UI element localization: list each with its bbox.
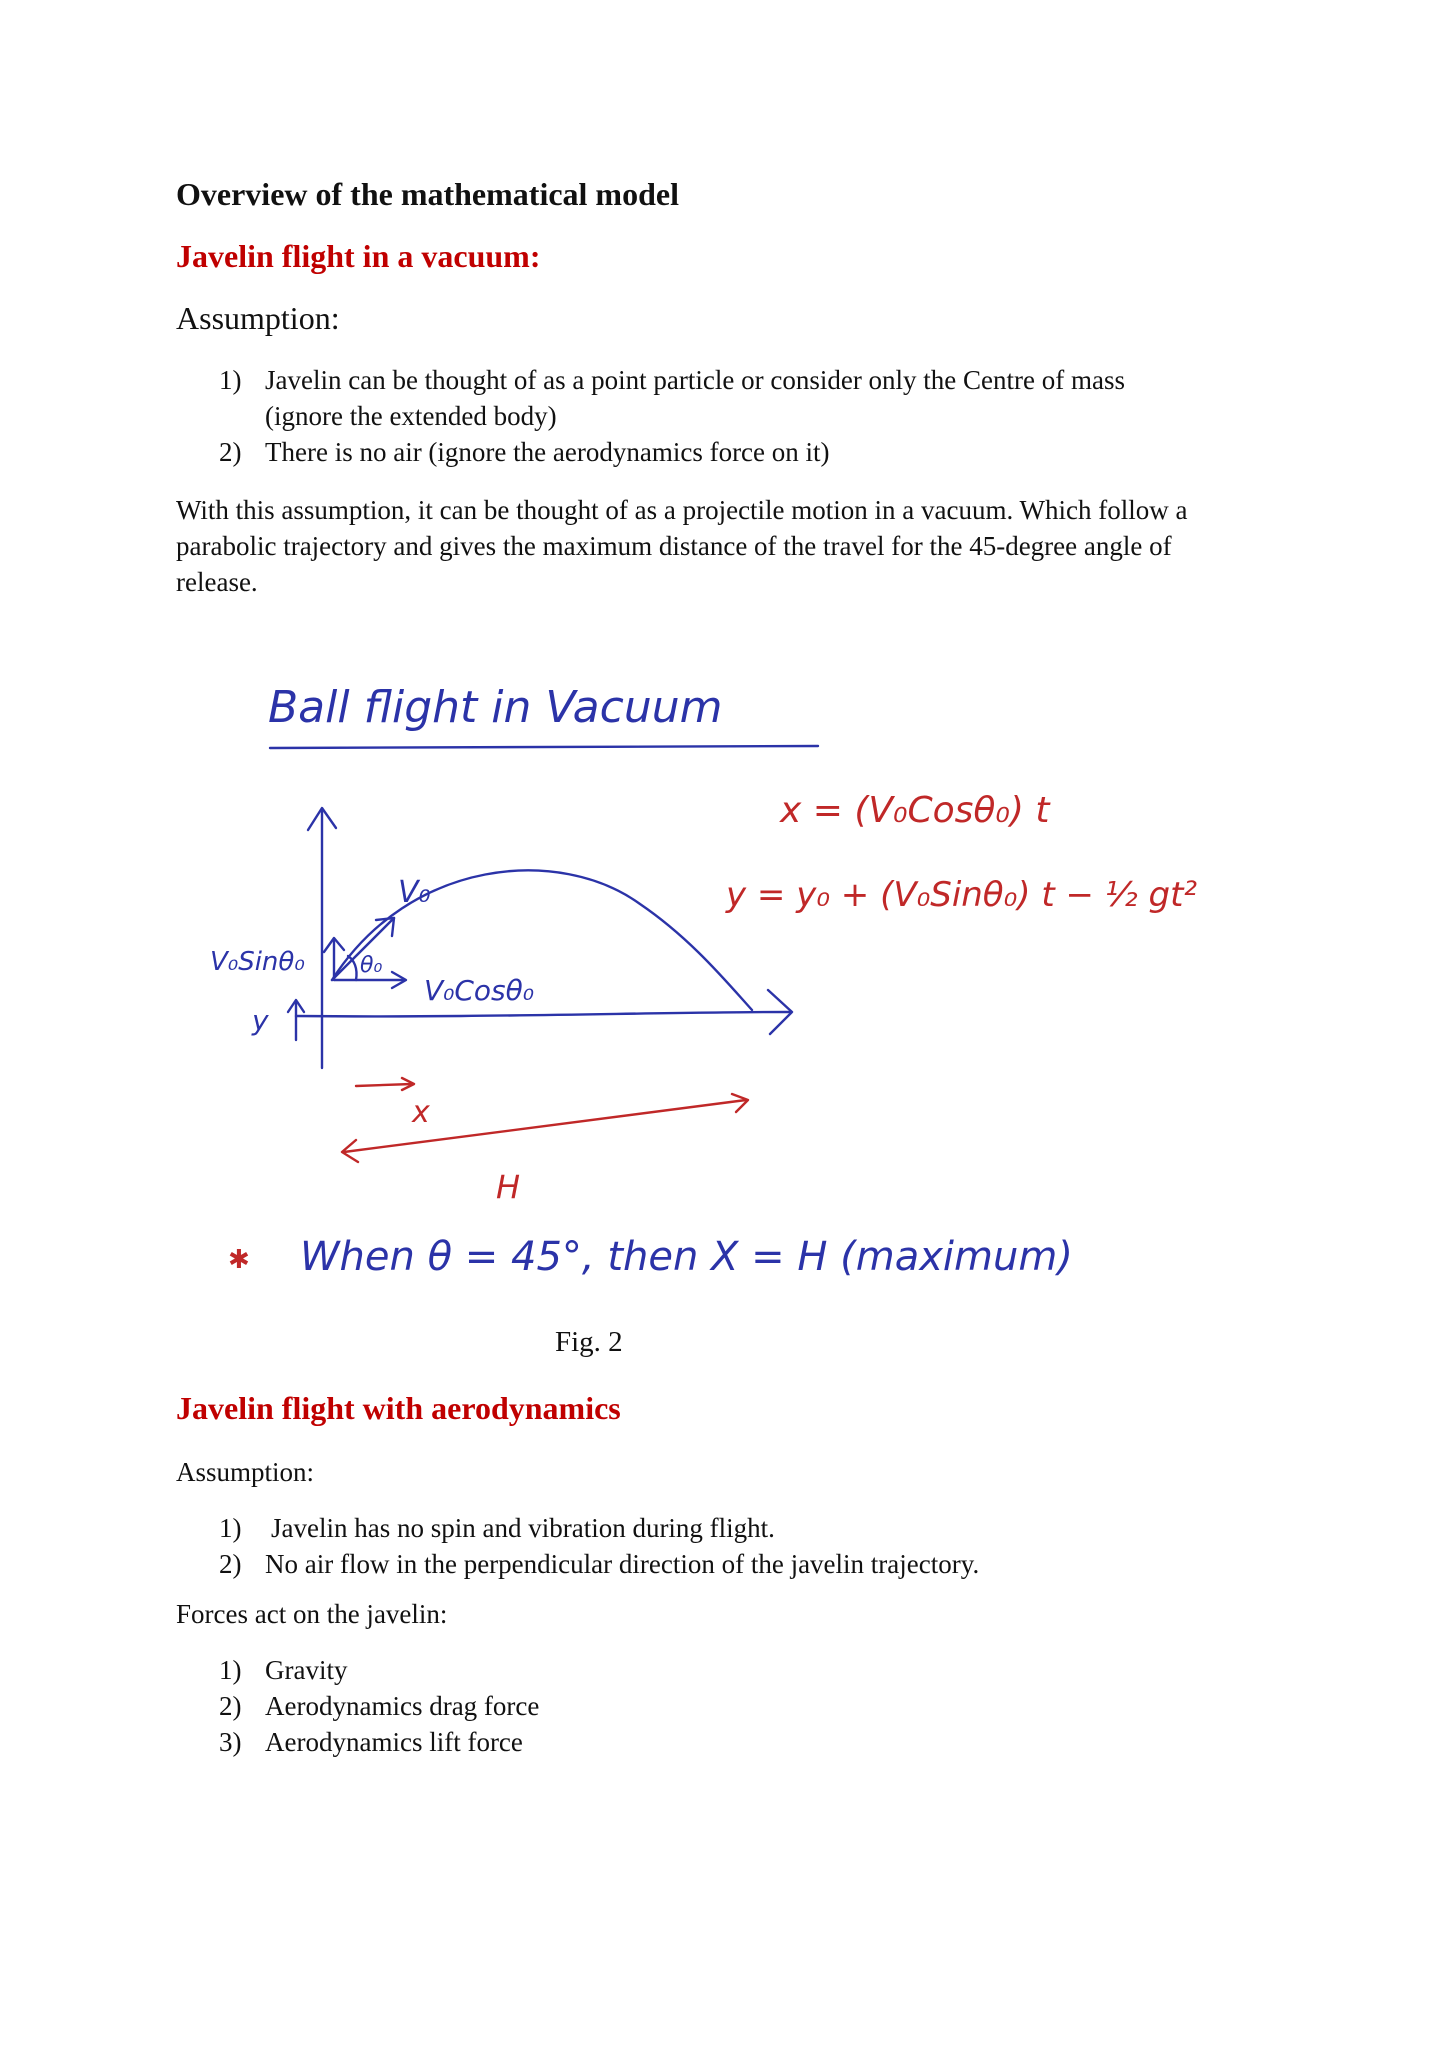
list-item (219, 362, 1319, 434)
list-item (219, 1724, 1319, 1760)
figure-ball-flight (0, 650, 1449, 1350)
assumption-label-2: Assumption: (176, 1457, 315, 1487)
assumption-list-2 (219, 1510, 1319, 1582)
list-text: Gravity (265, 1655, 348, 1685)
title-underline (270, 746, 818, 748)
equation-x: x = (V₀Cosθ₀) t (780, 790, 1050, 831)
list-text: No air flow in the perpendicular direction of the javelin trajectory. (265, 1549, 980, 1579)
forces-list (219, 1652, 1319, 1760)
vcos-label: V₀Cosθ₀ (424, 974, 535, 1007)
equation-y: y = y₀ + (V₀Sinθ₀) t − ½ gt² (726, 875, 1198, 915)
section-title-aerodynamics: Javelin flight with aerodynamics (176, 1390, 621, 1426)
list-number: 2) (219, 1691, 242, 1721)
list-number: 3) (219, 1727, 242, 1757)
figure-caption: Fig. 2 (555, 1326, 623, 1358)
paragraph-line: With this assumption, it can be thought of as a projectile motion in a vacuum. Which follow a (176, 495, 1188, 525)
range-arrow (344, 1100, 746, 1152)
list-number: 1) (219, 1513, 242, 1543)
paragraph (176, 492, 1326, 600)
list-number: 1) (219, 365, 242, 395)
trajectory-curve (332, 870, 752, 1010)
figure-title: Ball flight in Vacuum (268, 682, 723, 733)
y-label: y (252, 1004, 269, 1037)
conclusion-note: When θ = 45°, then X = H (maximum) (300, 1234, 1073, 1280)
list-item (219, 1510, 1319, 1546)
assumption-list (219, 362, 1319, 470)
paragraph-line: release. (176, 567, 258, 597)
v0-label: V₀ (398, 875, 431, 910)
list-text-continued: (ignore the extended body) (265, 401, 557, 431)
assumption-label: Assumption: (176, 300, 340, 336)
theta-label: θ₀ (360, 953, 383, 978)
list-text: Javelin can be thought of as a point particle or consider only the Centre of mass (265, 365, 1126, 395)
page-title: Overview of the mathematical model (176, 176, 679, 212)
section-title-vacuum: Javelin flight in a vacuum: (176, 238, 541, 274)
list-item (219, 434, 1319, 470)
range-arrowhead-right (732, 1094, 748, 1112)
list-text: Aerodynamics drag force (265, 1691, 540, 1721)
forces-label: Forces act on the javelin: (176, 1599, 448, 1629)
vsin-label: V₀Sinθ₀ (210, 947, 305, 977)
list-item (219, 1652, 1319, 1688)
list-text: Aerodynamics lift force (265, 1727, 523, 1757)
list-number: 1) (219, 1655, 242, 1685)
x-label: x (412, 1095, 430, 1130)
list-text: There is no air (ignore the aerodynamics force on it) (265, 437, 830, 467)
list-item (219, 1546, 1319, 1582)
h-label: H (496, 1168, 521, 1206)
list-number: 2) (219, 437, 242, 467)
paragraph-line: parabolic trajectory and gives the maximum distance of the travel for the 45-degree angle of (176, 531, 1172, 561)
x-axis (296, 1012, 790, 1016)
list-number: 2) (219, 1549, 242, 1579)
list-text: Javelin has no spin and vibration during flight. (271, 1513, 775, 1543)
angle-arc (348, 956, 357, 980)
x-displacement-arrow (356, 1084, 412, 1086)
list-item (219, 1688, 1319, 1724)
star-icon: ✱ (228, 1245, 250, 1275)
